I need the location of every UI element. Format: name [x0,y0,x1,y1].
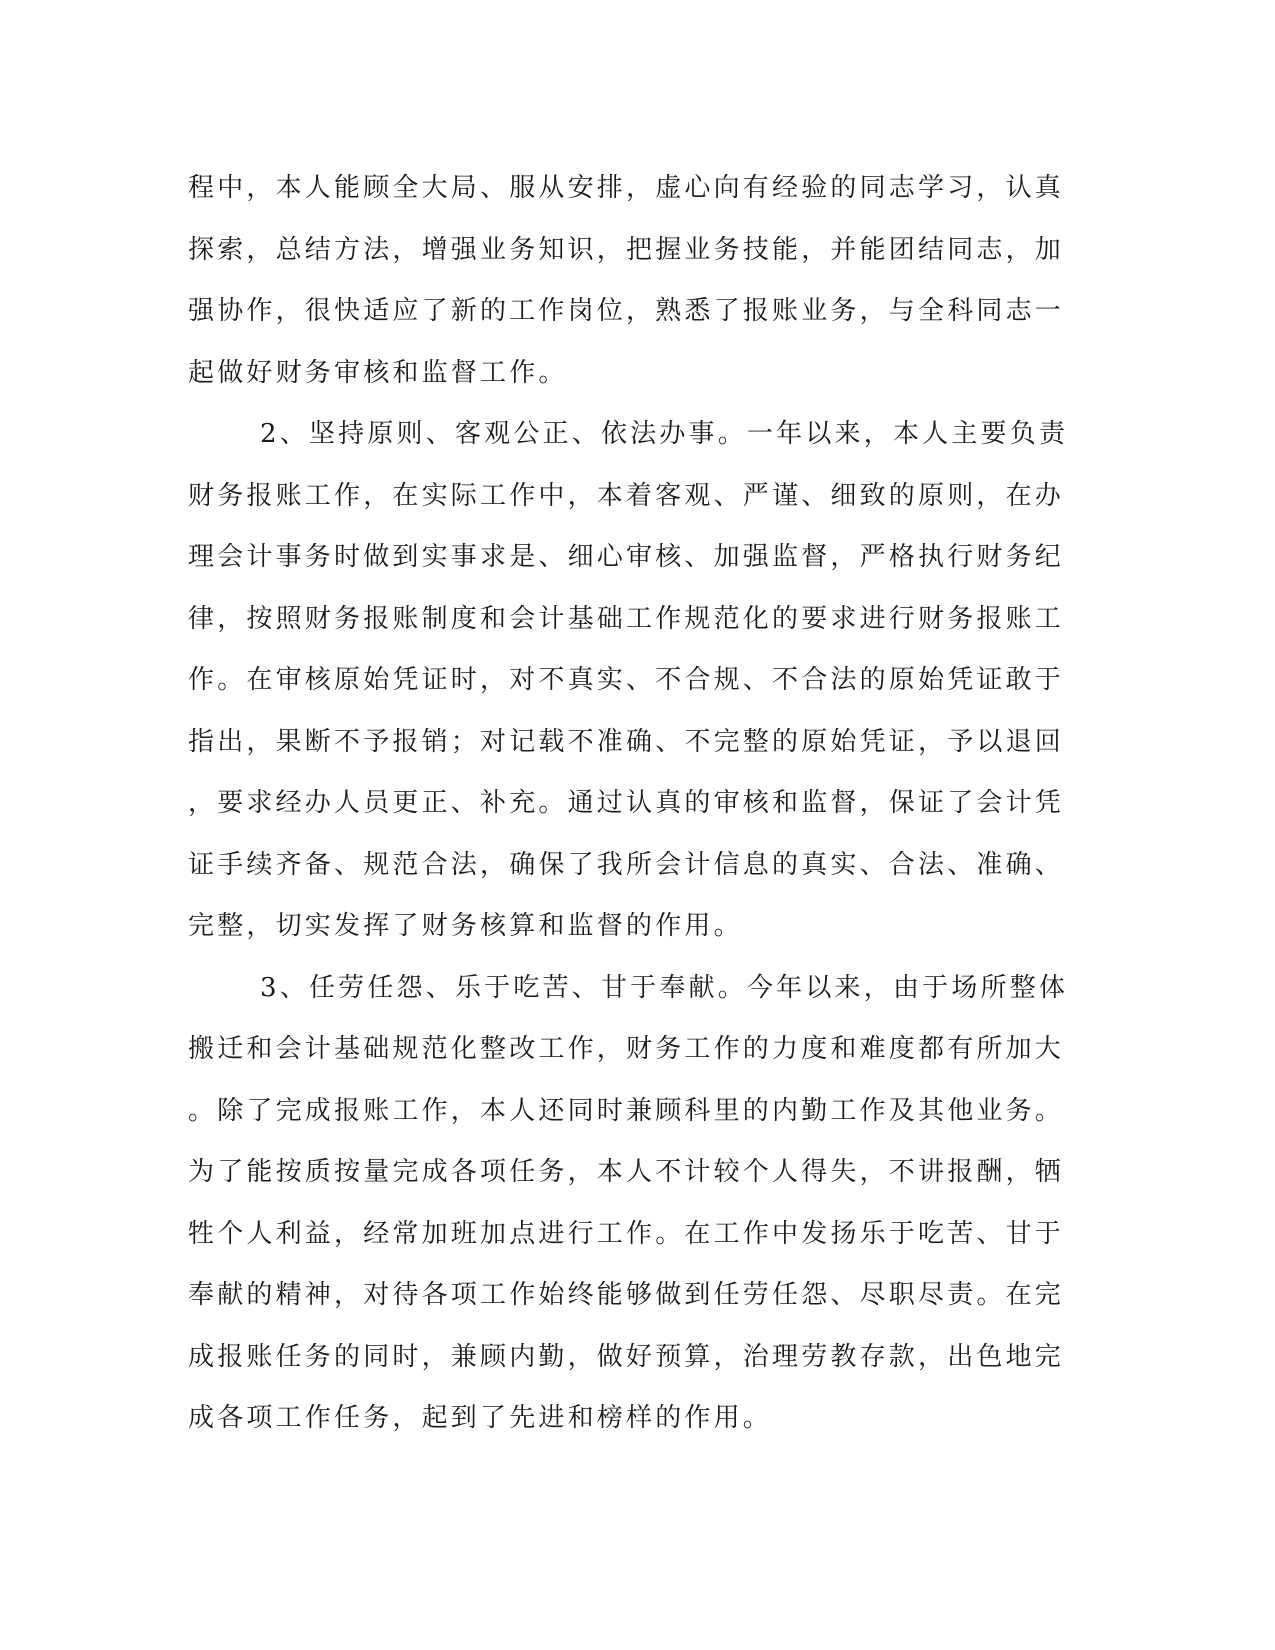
text-line: 牲个人利益，经常加班加点进行工作。在工作中发扬乐于吃苦、甘于 [188,1218,1065,1249]
text-line: 。除了完成报账工作，本人还同时兼顾科里的内勤工作及其他业务。 [188,1095,1065,1126]
text-line: ，要求经办人员更正、补充。通过认真的审核和监督，保证了会计凭 [188,788,1065,818]
text-line: 起做好财务审核和监督工作。 [188,357,568,388]
body-text [188,158,1069,1450]
paragraph-2-heading-line: 2、坚持原则、客观公正、依法办事。一年以来，本人主要负责 [260,419,1069,449]
text-line: 指出，果断不予报销；对记载不准确、不完整的原始凭证，予以退回 [188,726,1065,757]
text-line: 奉献的精神，对待各项工作始终能够做到任劳任怨、尽职尽责。在完 [188,1280,1065,1310]
paragraph-3-heading-line: 3、任劳任怨、乐于吃苦、甘于奉献。今年以来，由于场所整体 [260,972,1069,1003]
text-line: 证手续齐备、规范合法，确保了我所会计信息的真实、合法、准确、 [188,849,1065,880]
text-line: 探索，总结方法，增强业务知识，把握业务技能，并能团结同志，加 [188,234,1065,265]
text-line: 为了能按质按量完成各项任务，本人不计较个人得失，不讲报酬，牺 [188,1157,1065,1187]
text-line: 成各项工作任务，起到了先进和榜样的作用。 [188,1403,773,1433]
text-line: 财务报账工作，在实际工作中，本着客观、严谨、细致的原则，在办 [188,480,1065,511]
text-line: 律，按照财务报账制度和会计基础工作规范化的要求进行财务报账工 [188,603,1065,634]
text-line: 完整，切实发挥了财务核算和监督的作用。 [188,911,743,941]
text-line: 程中，本人能顾全大局、服从安排，虚心向有经验的同志学习，认真 [188,173,1065,203]
text-line: 作。在审核原始凭证时，对不真实、不合规、不合法的原始凭证敢于 [188,665,1065,695]
text-line: 理会计事务时做到实事求是、细心审核、加强监督，严格执行财务纪 [188,542,1065,572]
text-line: 搬迁和会计基础规范化整改工作，财务工作的力度和难度都有所加大 [188,1034,1065,1064]
text-line: 成报账任务的同时，兼顾内勤，做好预算，治理劳教存款，出色地完 [188,1341,1065,1372]
text-line: 强协作，很快适应了新的工作岗位，熟悉了报账业务，与全科同志一 [188,296,1065,326]
